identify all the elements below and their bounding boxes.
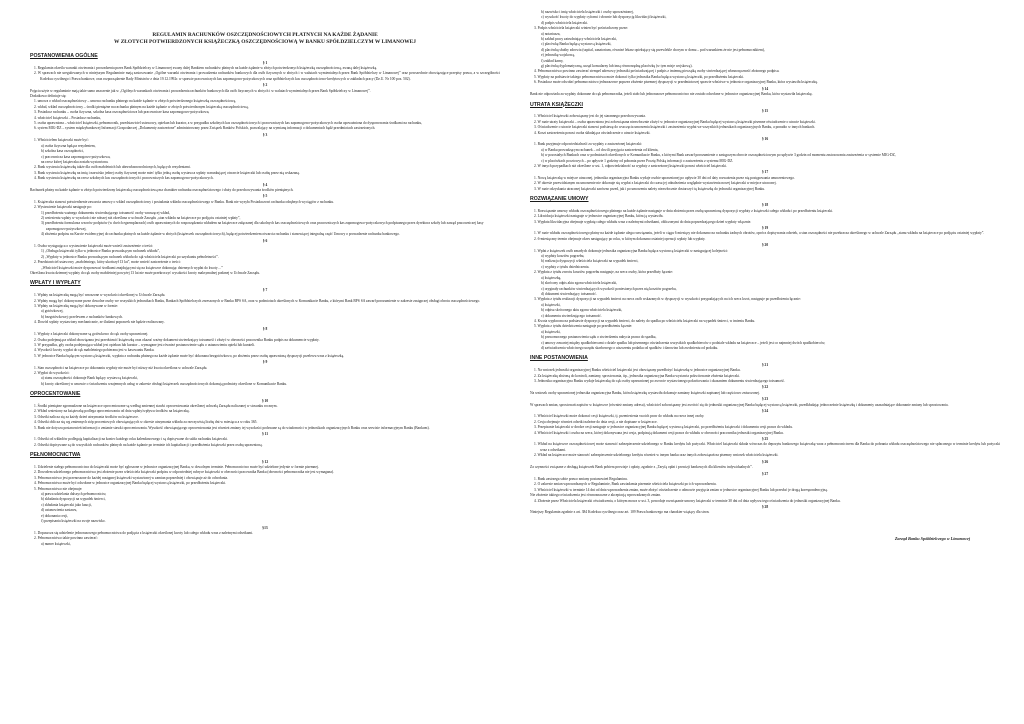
board-signature: Zarząd Banku Spółdzielczego w Limanowej [894,535,970,541]
clause: 2. Wkład wniesiony na książeczkę podlega oprocentowaniu od dnia wpłaty/wpływu środków na książeczkę. [34,409,190,414]
sub-item: a) notariusza, [541,31,561,36]
paragraph-mark: § 16 [761,136,769,141]
clause: 3. Bank wystawia książeczkę na imię i nazwisko jednej osoby fizycznej może mieć tylko jedną osobę wystawca wpłaty warunkującej otwarcie książeczki lub osobę przez nią wskazaną. [34,170,300,175]
paragraph-mark: §13 [262,525,268,530]
paragraph-mark: § 28 [761,504,769,509]
sub-item: a) numer książeczki, [41,541,71,546]
sub-item: c) wysokość kwoty do wypłaty cyframi i słownie lub dyspozycję likwidacji książeczki, [541,15,667,20]
paragraph-mark: § 23 [761,397,769,402]
sub-item: d) placówkę służby zdrowia (szpital, sanatorium, również lekarz opiekujący się przewlekle chorym w domu – pod warunkiem że nie jest pełnomocnikiem), [541,47,765,52]
clause: 5. W jednostce Banku będącym wystawcą książeczki, wypłata z rachunku płatnego na każde żądanie może być dokonana bezgotówkowo, po złożeniu przez osobę uprawnioną dyspozycji przelewu wraz z książeczką. [34,353,345,358]
paragraph-mark: § 5 [262,194,268,199]
paragraph-mark: § 22 [761,385,769,390]
clause: 1. Wkład na książeczce oszczędnościowej może stanowić zabezpieczenie udzielonego w Banku kredytu lub pożyczki. Właściciel książeczki składa wówczas do depozytu bankowego książeczkę wraz z pełnomocnictwem dla Banku do pobrania wkładu oszczędnościowego nie spłaconego w terminie kredytu lub pożyczki wraz z odsetkami. [534,442,1000,452]
clause: 2. 6-miesięczny termin obejmuje okres następujący po roku, w którym dokonano ostatniej operacji wpłaty lub wypłaty. [534,236,706,241]
clause: 2. Odsetki dopisywane są do wszystkich rachunków płatnych na każde żądanie po terminie ich kapitalizacji i przedłożenia książeczki przez osobę uprawnioną. [34,442,263,447]
clause: 4. Właściciel książeczki i osoba na rzecz, której dokonywana jest cesja, podpisują dokument cesji prawa do wkładu w obecności pracownika jednostki organizacyjnej Banku. [534,430,784,435]
sub-item: c) w placówkach pocztowych – po upływie 1 godziny od pobrania przez Pocztę Polską informacji o zastrzeżeniu z systemu MIG-DZ. [541,158,734,163]
definition-item: 6. system MIG-DZ – system międzybankowej Informacji Gospodarczej „Dokumenty zastrzeżone” administrowany przez Związek Banków Polskich, pozwalający na wymianę informacji o dokumentach bądź przedmiotach zastrzeżonych. [34,126,376,131]
right-column [530,10,1000,710]
clause: 4. Dowód wpłaty wystawiony mechanicznie, ze śladami poprawek nie będzie realizowany. [34,320,165,325]
sub-item: b) kwoty określonej w umowie o świadczeniu wzajemnych usług w zakresie obsługi książeczek oszczędnościowych dokonują podmioty określone w Komunikacie Banku. [41,381,288,386]
sub-item: a) gotówkowej, [41,309,64,314]
clause: 1. Wypłaty z książeczki dokonywane są gotówkowo do rąk osoby uprawnionej. [34,332,149,337]
clause: 4. Bank wystawia książeczkę na rzecz szkolnych kas oszczędnościowych i pracowniczych kas zapomogowo-pożyczkowych. [34,176,214,181]
paragraph-mark: § 10 [261,398,269,403]
clause: 1. Osoba występująca o wystawienie książeczki może wnieść zastrzeżenie o treści: [34,244,154,248]
clause: Pojęcia użyte w regulaminie mają takie samo znaczenie jak w „Ogólnych warunkach otwierania i prowadzenia rachunków bankowych dla osób fizycznych w złotych i w walutach wymienialnych przez Bank Spółdzielczy w Limanowej”. [30,88,371,93]
clause: 2. Wystawienie książeczki następuje po: [34,205,92,210]
sub-item: 4) złożenia podpisu na Karcie ewidencyjnej do rachunku płatnych na każde żądanie w złotych (książeczek oszczędnościowych), będącej potwierdzeniem otwarcia rachunku i stanowiącej integralną część Umowy o prowadzenie rachunku bankowego. [41,232,400,237]
paragraph-mark: § 24 [761,409,769,414]
clause: 2. W innych przypadkach niż określone w ust. 1, odpowiedzialność za wypłaty z zastrzeżonej książeczki ponosi właściciel książeczki. [534,163,727,168]
paragraph-mark: § 7 [262,287,268,292]
paragraph-mark: § 6 [262,238,268,243]
title-line-1: REGULAMIN RACHUNKÓW OSZCZĘDNOŚCIOWYCH PŁATNYCH NA KAŻDE ŻĄDANIE [152,32,378,38]
clause: 1. Książeczka stanowi potwierdzenie zawarcia umowy o wkład oszczędnościowy i posiadania wkładu oszczędnościowego w Banku. Bank nie wysyła Posiadaczowi rachunku odrębnych wyciągów z rachunku. [34,199,334,204]
document-title [30,32,500,45]
clause: Za czynności związane z obsługą książeczek Bank pobiera prowizje i opłaty, zgodnie z „Taryfą opłat i prowizji bankowych dla klientów indywidualnych”. [530,465,753,470]
clause: 3. Wpłaty na książeczkę mogą być dokonywane w formie: [34,304,119,309]
paragraph-mark: § 18 [761,203,769,208]
clause: 3. Podpis właściciela książeczki winien być poświadczony przez: [534,26,629,31]
clause: 1. Udzielenie stałego pełnomocnictwa do książeczki może być zgłoszone w jednostce organizacyjnej Banku, w dowolnym terminie. Pełnomocnictwo może być udzielone jedynie w formie pisemnej. [34,465,319,470]
paragraph-mark: § 15 [761,108,769,113]
sub-item: b) prawomocnego postanowienia sądu o stwierdzeniu nabycia prawa do spadku, [541,335,657,340]
clause: 2. Za książeczkę złożoną do kontroli, zamiany, sprostowania, itp., jednostka organizacyjna Banku wystawia pokwitowanie złożenia książeczki. [534,373,740,378]
clause: 1. Stan oszczędności na książeczce po dokonaniu wypłaty nie może być niższy niż kwota określona w uchwale Zarządu. [34,365,208,370]
sub-item: c) pracownicza kasa zapomogowo-pożyczkowa, [41,154,111,159]
sub-item: a) stanu oszczędności dokonuje Bank będący wystawcą książeczki, [41,376,138,381]
clause: 2. O zakresie zmian wprowadzanych w Regulaminie, Bank zawiadamia pisemnie właściciela książeczki po ich wprowadzeniu. [534,482,717,487]
sub-item: d) ustanowienia zastawu, [41,508,78,513]
sub-item: b) szkolna kasa oszczędności, [41,149,84,154]
sub-item: b) nazwisko i imię właściciela książeczki i osoby upoważnionej, [541,10,634,14]
paragraph-mark: § 1 [262,60,268,65]
clause: 1. Wpłat z książeczek osób zmarłych dokonuje jednostka organizacyjna Banku będąca wystawcą książeczki w następującej kolejności: [534,248,729,253]
sub-item: b) składania dyspozycji na wypadek śmierci, [41,497,106,502]
clause: 4. Pełnomocnictwo powinno zawierać stempel adresowy jednostki poświadczającej i podpis z imienną pieczątką osoby stwierdzającej własnoręczność złożonego podpisu. [534,69,780,74]
clause: 2. Przedstawiciel ustawowy „małoletniego, który ukończył 13 lat”, może wnieść zastrzeżenie o treści: [34,260,181,265]
sub-item: a) książeczkę, [541,275,562,280]
definition-item: 5. osoba uprawniona – właściciel książeczki, pełnomocnik, przedstawiciel ustawowy, opiekun lub kurator, a w przypadku szkolnych kas oszczędnościowych i pracowniczych kas zapomogowo-pożyczkowych osoba upoważniona do dysponowania środkami na rachunku, [34,121,423,126]
paragraph-mark: § 19 [761,226,769,231]
sub-item: b) bezgotówkowej: przelewem z rachunków bankowych. [41,314,124,319]
sub-item: 2) wniesieniu wpłaty w wysokości nie niższej niż określona w uchwale Zarządu „stan wkładu na książeczce po podjęciu ostatniej wpłaty”, [41,215,241,220]
paragraph-mark: § 11 [261,432,269,436]
sub-item: b) skrócony odpis aktu zgonu właściciela książeczki, [541,281,618,286]
section-other-heading: INNE POSTANOWIENIA [530,355,588,362]
sub-item: „Właściciel książeczki może dysponować środkami znajdującymi się na książeczce dokonując dziennych wypłat do kwoty…” [41,265,223,270]
sub-item: 1) przedłożeniu ważnego dokumentu stwierdzającego tożsamość osoby wnoszącej wkład, [41,210,171,215]
clause: 2. Likwidacja książeczki następuje w jednostce organizacyjnej Banku, która ją wystawiła. [534,214,664,219]
sub-item: 1) „Obsługa książeczki tylko w jednostce Banku prowadzącym rachunek wkładu”, [41,249,160,254]
paragraph-mark: § 2 [262,83,268,88]
clause: 1. Bank zastrzega sobie prawo zmiany postanowień Regulaminu. [534,476,628,481]
clause: 4. Koszt zastrzeżenia ponosi osoba składająca oświadczenie o utracie książeczki. [534,130,651,135]
clause: 1. Środki pieniężne zgromadzone na książeczce oprocentowane są według zmiennej stawki oprocentowania określonej uchwałą Zarządu naliczanej w stosunku rocznym. [34,403,278,408]
paragraph-mark: § 26 [761,459,769,464]
clause: 1. Odsetki od wkładów podlegają kapitalizacji na koniec każdego roku kalendarzowego i są dopisywane do salda rachunku książeczki. [34,437,228,442]
sub-item: f) zakład karny, [541,58,564,63]
definition-item: 4. właściciel książeczki – Posiadacz rachunku, [34,115,101,120]
paragraph-mark: § 20 [761,243,769,248]
clause: Określona kwota dziennej wypłaty do rąk osoby małoletniej powyżej 13 lat nie może przekroczyć wysokości kwoty maksymalnej podanej w Uchwale Zarządu. [30,271,261,276]
sub-item: a) książeczki, [541,329,561,334]
clause: 4. Kwota wypłacona na podstawie dyspozycji na wypadek śmierci, do należy do spadku po właścicielu książeczki na wypadek śmierci, w imieniu Banku. [534,318,756,323]
clause: 2. Wpłaty mogą być dokonywane przez dowolne osoby we wszystkich jednostkach Banku, Bankach Spółdzielczych zrzeszonych w Banku BPS SA, oraz w podmiotach określonych w Komunikacie Banku, z którymi Bank BPS SA zawarł porozumienie w zakresie zastępczej obsługi obrotu oszczędnościowego. [34,298,481,303]
clause: 2. Pełnomocnictwo takie powinno zawierać: [34,536,98,541]
paragraph-mark: § 27 [761,471,769,476]
clause: 2. W sprawach nie uregulowanych w niniejszym Regulaminie mają zastosowanie „Ogólne warunki otwierania i prowadzenia rachunków bankowych dla osób fizycznych w złotych i w walutach wymienialnych przez Bank Spółdzielczy w Limanowej” oraz powszechnie obowiązujące przepisy prawa, a w szczególności Kodeksu cywilnego i Prawa bankowe, oraz rozporządzenie Rady Ministrów z dnia 19.12.1992r. w sprawie pracowniczych kas zapomogowo-pożyczkowych oraz spółdzielczych kas oszczędnościowo-kredytowych w zakładach pracy (Dz.U. Nr 100 poz. 502). [34,71,500,81]
sub-item: e) jednostkę wojskową, [541,53,575,58]
clause: 3. Wypłata likwidacyjna obejmuje wypłatę całego wkładu wraz z należnymi odsetkami, obliczonymi do dnia poprzedzającego dzień wypłaty włącznie. [534,219,752,224]
clause: 4. Odsetki oblicza się wg zmiennych stóp procentowych obowiązujących w okresie utrzymania wkładu za rzeczywistą liczbę dni w miesiącu a w roku 365. [34,420,258,425]
clause: 5. Wypłaty na podstawie takiego pełnomocnictwa może dokonać tylko jednostka Banku będąca wystawcą książeczki, po przedłożeniu książeczki. [534,74,744,79]
section-loss-heading: UTRATA KSIĄŻECZKI [530,101,583,108]
sub-item: g) placówkę dyplomatyczną, urząd konsularny lub inną równorzędną placówkę (w tym misje wojskową). [541,64,693,69]
sub-item: 3) przedłożeniu formularza wzorów podpisów (w dwóch egzemplarzach) osób uprawnionych do rozporządzania wkładem na książeczce załączanej dla szkolnych kas oszczędnościowych oraz pracowniczych kas zapomogowo-pożyczkowych podpisanego przez dyrektora szkoły lub zarząd pracowniczej kasy zapomogowo-pożyczkowej, [41,221,484,231]
clause: 4. Wysokość kwoty wypłat do rąk małoletniego pobierana jest w kasowaniu Banku. [34,348,155,353]
clause: 5. Bank nie dotycza postanowień informacji o zmianie stawki oprocentowania. Wysokość obowiązującego oprocentowania jest również zmiany tej wysokości podawane są do wiadomości w jednostkach organizacyjnych Banku oraz serwisie informacyjnym Banku (Bankom). [34,425,430,430]
sub-item: d) zaświadczenia właściwego urzędu skarbowego o uiszczeniu podatku od spadków i darowizn lub zwolnieniu od podatku. [541,345,719,350]
title-line-2: W ZŁOTYCH POTWIERDZONYCH KSIĄŻECZKĄ OSZCZĘDNOŚCIOWĄ W BANKU SPÓŁDZIELCZYM W LIMANOWEJ [114,38,416,45]
paragraph-mark: § 9 [262,360,268,365]
clause: 4. Pełnomocnictwo może być odwołane w jednostce organizacyjnej Banku będącej wystawcą książeczki, po przedłożeniu książeczki. [34,481,227,486]
sub-item: c) dokumentu stwierdzającego tożsamość. [541,313,602,318]
clause: Niniejszy Regulamin zgodnie z art. 384 Kodeksu cywilnego oraz art. 109 Prawa bankowego ma charakter wiążący dla stron. [530,510,710,515]
clause: 2. Cesja obejmuje również odsetki należne do dnia cesji, a nie dopisane w książeczce. [534,419,658,424]
clause: 3. Oświadczenie o utracie książeczki stanowi podstawę do wszczęcia umorzenia książeczki i zastrzeżenia wypłat we wszystkich jednostkach organizacyjnych Banku, a ponadto w innych bankach. [534,125,816,130]
sub-item: a) książeczki, [541,302,561,307]
sub-item: a) osoba fizyczna będąca rezydentem, [41,143,96,148]
sub-item: 2) „Wypłaty w jednostce Banku prowadzącym rachunek wkładu do rąk właściciela książeczki po uzyskaniu pełnoletności”. [41,254,219,259]
clause: 2. Wkład na książeczce może stanowić zabezpieczenie udzielonego kredytu również w innym banku oraz innych zobowiązań na pisemny wniosek właściciela książeczki. [534,453,779,458]
clause: 2. Bank wystawia książeczkę także dla osób małoletnich lub ubezwłasnowolnionych, będących rezydentami. [34,165,191,170]
clause: 3. Wypłata z tytułu realizacji dyspozycji na wypadek śmierci na rzecz osób wskazanych w dyspozycji w wysokości przypadających na ich rzecz kwot, następuje po przedłożeniu łącznie: [534,297,801,302]
paragraph-mark: § 12 [261,459,269,464]
clause: Dodatkowo definiuje się: [30,94,67,99]
section-termination-heading: ROZWIĄZANIE UMOWY [530,196,589,202]
clause: Na wniosek osoby uprawnionej jednostka organizacyjna Banku, która książeczkę wystawiła dokonuje zamiany książeczki zapisanej lub częściowo zniszczonej. [530,390,760,395]
sub-item: b) zakład pracy zatrudniający właściciela książeczki, [541,37,618,42]
paragraph-mark: § 25 [761,437,769,442]
clause: 2. Wypłata z tytułu zwrotu kosztów pogrzebu następuje, na rzecz osoby, która przedłoży łącznie: [534,270,673,275]
clause: 3. Pełnomocnictwo jest przenoszone do każdej następnej książeczki wystawionej w zamian poprzedniej i obowiązuje aż do odwołania. [34,475,228,480]
sub-item: b) odpisu skróconego aktu zgonu właściciela książeczki, [541,308,623,313]
clause: 2. W razie utraty książeczki – osoba uprawniona jest zobowiązana niezwłocznie zlożyć w jednostce organizacyjnej Banku będącej wystawcą książeczki pisemne oświadczenie o utracie książeczki. [534,119,816,124]
clause: 3. W przypadku, gdy osoba podejmująca wkład jest opiekun lub kurator – wymagane jest również postanowienie sądu o ustanowieniu opieki lub kurateli. [34,342,256,347]
sub-item: c) oryginały rachunków stwierdzających wysokość poniesionych przez nią kosztów pogrzebu, [541,286,677,291]
clause: Nie złożenie takiego oświadczenia jest równoznaczne z akceptacją wprowadzanych zmian. [530,493,661,498]
clause: 1. Właściciel książeczki zobowiązany jest do jej starannego przechowywania. [534,114,646,119]
sub-item: b) realizacja dyspozycji właściciela książeczki na wypadek śmierci, [541,259,639,264]
sub-item: f) przepisania książeczki na swoje nazwisko. [41,519,106,524]
clause: 5. Pełnomocnictwo nie obejmuje: [34,486,83,491]
clause: 1. Regulamin określa warunki otwierania i prowadzenia przez Bank Spółdzielczy w Limanowej zwany dalej Bankiem rachunków płatnych na każde żądanie w złotych potwierdzonych książeczką oszczędnościową, zwaną dalej książeczką. [34,66,378,70]
clause: 3. Przepisanie książeczki w drodze cesji następuje w jednostce organizacyjnej Banku będącej wystawcą książeczki, po przedłożeniu książeczki i dokumentu cesji prawa do wkładu. [534,425,793,430]
clause: 1. Na wniosek jednostki organizacyjnej Banku właściciel książeczki jest obowiązany przedłożyć książeczkę w jednostce organizacyjnej Banku. [534,368,741,373]
clause: 1. Wpłaty na książeczkę mogą być wnoszone w wysokości określonej w Uchwale Zarządu. [34,293,166,298]
clause: 2. Dowodem udzielonego pełnomocnictwa jest złożenie przez właściciela książeczki podpisu w odpowiedniej rubryce książeczki w obecności pracownika Banku (obecności pełnomocnika nie jest wymagana). [34,470,334,475]
sub-item: a) w Banku prowadzącym rachunek – od chwili przyjęcia zastrzeżenia od klienta, [541,147,659,152]
clause: 1. Właściciel książeczki może dokonać cesji książeczki, tj. przeniesienia swoich praw do wkładu na rzecz innej osoby. [534,414,705,419]
clause: 1. Rozwiązanie umowy wkładu oszczędnościowego płatnego na każde żądanie następuje w dniu złożenia przez osobę uprawnioną dyspozycji wypłaty z książeczki całego wkładu i po przedłożeniu książeczki. [534,208,834,213]
clause: 1. Bank przyjmuje odpowiedzialność za wypłaty z zastrzeżonej książeczki: [534,142,643,147]
sub-item: na rzecz której książeczka została wystawiona. [41,159,109,164]
paragraph-mark: § 3 [262,132,268,137]
clause: 3. W razie odzyskania utraconej książeczki zarówno przed, jak i po umorzeniu należy niezwłocznie dostarczyć tę książeczkę do jednostki organizacyjnej Banku. [534,186,766,191]
clause: 1. Dopuszcza się udzielenie jednorazowego pełnomocnictwa do podjęcia z książeczki określonej kwoty lub całego wkładu wraz z należnymi odsetkami. [34,530,254,535]
clause: 2. Osoba podejmująca wkład obowiązana jest przedstawić książeczkę oraz okazać ważny dokument stwierdzający tożsamość i złożyć w obecności pracownika Banku podpis na dokumencie wypłaty. [34,337,320,342]
sub-item: c) składania książeczki jako kaucji, [41,502,92,507]
paragraph-mark: § 8 [262,326,268,331]
paragraph-mark: § 4 [262,182,268,187]
definition-item: 2. wkład, wkład oszczędnościowy – środki pieniężne na rachunku płatnym na każde żądanie w złotych potwierdzonym książeczką oszczędnościową, [34,104,249,109]
clause: 2. Wypłat do wysokości: [34,370,70,375]
section-general-heading: POSTANOWIENIA OGÓLNE [30,53,98,60]
sub-item: c) umowy zawartej między spadkobiercami o dziale spadku lub pisemnego oświadczenia wszystkich spadkobierców o podziale wkładu na książeczce – jeżeli jest co najmniej dwóch spadkobierców, [541,340,826,345]
sub-item: d) podpis właściciela książeczki. [541,20,589,25]
section-interest-heading: OPROCENTOWANIE [30,391,81,398]
clause: 4. Złożenie przez Właściciela książeczki oświadczenia, o którym mowa w ust. 3, powoduje rozwiązanie umowy książeczki w terminie 30 dni od dnia wpływu tego oświadczenia do jednostki organizacyjnej Banku. [534,498,841,503]
section-deposits-heading: WPŁATY I WYPŁATY [30,280,81,287]
clause: 2. W okresie przewidzianym na umorzenie nie dokonuje się wypłat z książeczki do czasu jej odnalezienia względnie wystawienia nowej książeczki w miejsce utraconej. [534,181,777,186]
clause: Bank nie odpowiada za wypłaty dokonane do rąk pełnomocnika, jeżeli stało lub jednorazowe pełnomocnictwo nie zostało odwołane w jednostce organizacyjnej Banku, która wystawiła książeczkę. [530,92,813,97]
clause: W sprawach zmian, sprostowań zapisów w książeczce (również zmiany adresu), właściciel zobowiązany jest zwrócić się do jednostki organizacyjnej Banku będącej wystawcą książeczki, przedkładając jednocześnie książeczkę i dokumenty uzasadniające dokonanie zmiany lub sprostowania. [530,402,949,407]
paragraph-mark: § 14 [761,86,769,91]
clause: 1. W razie wkładu oszczędnościowego płatny na każde żądanie ulega rozwiązaniu, jeżeli w ciągu 6 miesięcy nie dokonano na rachunku żadnych obrotów, oprócz dopisywania odsetek, a stan oszczędności nie przekracza określonego w uchwale Zarządu „stanu wkładu na książeczce po podjęciu ostatniej wypłaty”. [534,231,985,236]
clause: 5. Wypłata z tytułu dziedziczenia następuje po przedłożeniu łącznie: [534,324,633,329]
sub-item: d) dokument stwierdzający tożsamość. [541,291,597,296]
paragraph-mark: § 21 [761,362,769,367]
clause: 3. Jednostka organizacyjna Banku wydaje książeczkę do rąk osoby uprawnionej po zwrocie wystawionego pokwitowania i okazaniem dokumentu stwierdzającego tożsamość. [534,379,786,383]
paragraph-mark: § 17 [761,170,769,175]
clause: 1. Właścicielem książeczki może być: [34,138,89,143]
clause: 3. Odsetki nalicza się za każdy dzień utrzymania środków na książeczce. [34,414,139,419]
left-column [30,10,500,710]
sub-item: a) prawa udzielania dalszych pełnomocnictw, [41,492,107,497]
clause: 1. Nową książeczkę w miejsce utraconej, jednostka organizacyjna Banku wydaje osobie uprawnionej po upływie 30 dni od daty rozważenia przez nią postępowania umorzeniowego. [534,175,795,180]
sub-item: b) w pozostałych Bankach oraz w podmiotach określonych w Komunikacie Banku, z którymi Bank zawarł porozumienie o zastępczym obrocie oszczędnościowym po upływie 3 godzin od momentu zastosowania zastrzeżenia w systemie MIG-DZ, [541,153,896,158]
sub-item: a) wypłaty kosztów pogrzebu, [541,254,585,259]
clause: 6. Posiadacz może odwołać pełnomocnictwo jednorazowe poprzez złożenie pisemnej dyspozycji w przedmiotowej sprawie właściwe w jednostce organizacyjnej Banku, która wystawiła książeczkę. [534,80,818,85]
definition-item: 3. Posiadacz rachunku – osoba fizyczna, szkolna kasa oszczędnościowa lub pracownicze kasa zapomogowo-pożyczkowa, [34,110,210,115]
sub-item: e) dokonania cesji, [41,513,69,518]
sub-item: c) wypłaty z tytułu dziedziczenia. [541,264,590,269]
section-power-of-attorney-heading: PEŁNOMOCNICTWA [30,452,81,459]
definition-item: 1. umowa o wkład oszczędnościowy – umowa rachunku płatnego na każde żądanie w złotych potwierdzonego książeczką oszczędnościową, [34,99,236,104]
clause: Rachunek płatny na każde żądanie w złotych potwierdzony książeczką oszczędnościową ma charakter rachunku oszczędnościowego i służy do przechowywania środków pieniężnych. [30,187,294,192]
sub-item: c) placówkę Banku będącą wystawcą książeczki, [541,42,612,47]
clause: 3. Właściciel książeczki w terminie 14 dni od dnia wprowadzenia zmian, może złożyć oświadczenie o odmowie przyjęcia zmian w jednostce organizacyjnej Banku lub przesłać je drogą korespondencyjną. [534,487,828,492]
